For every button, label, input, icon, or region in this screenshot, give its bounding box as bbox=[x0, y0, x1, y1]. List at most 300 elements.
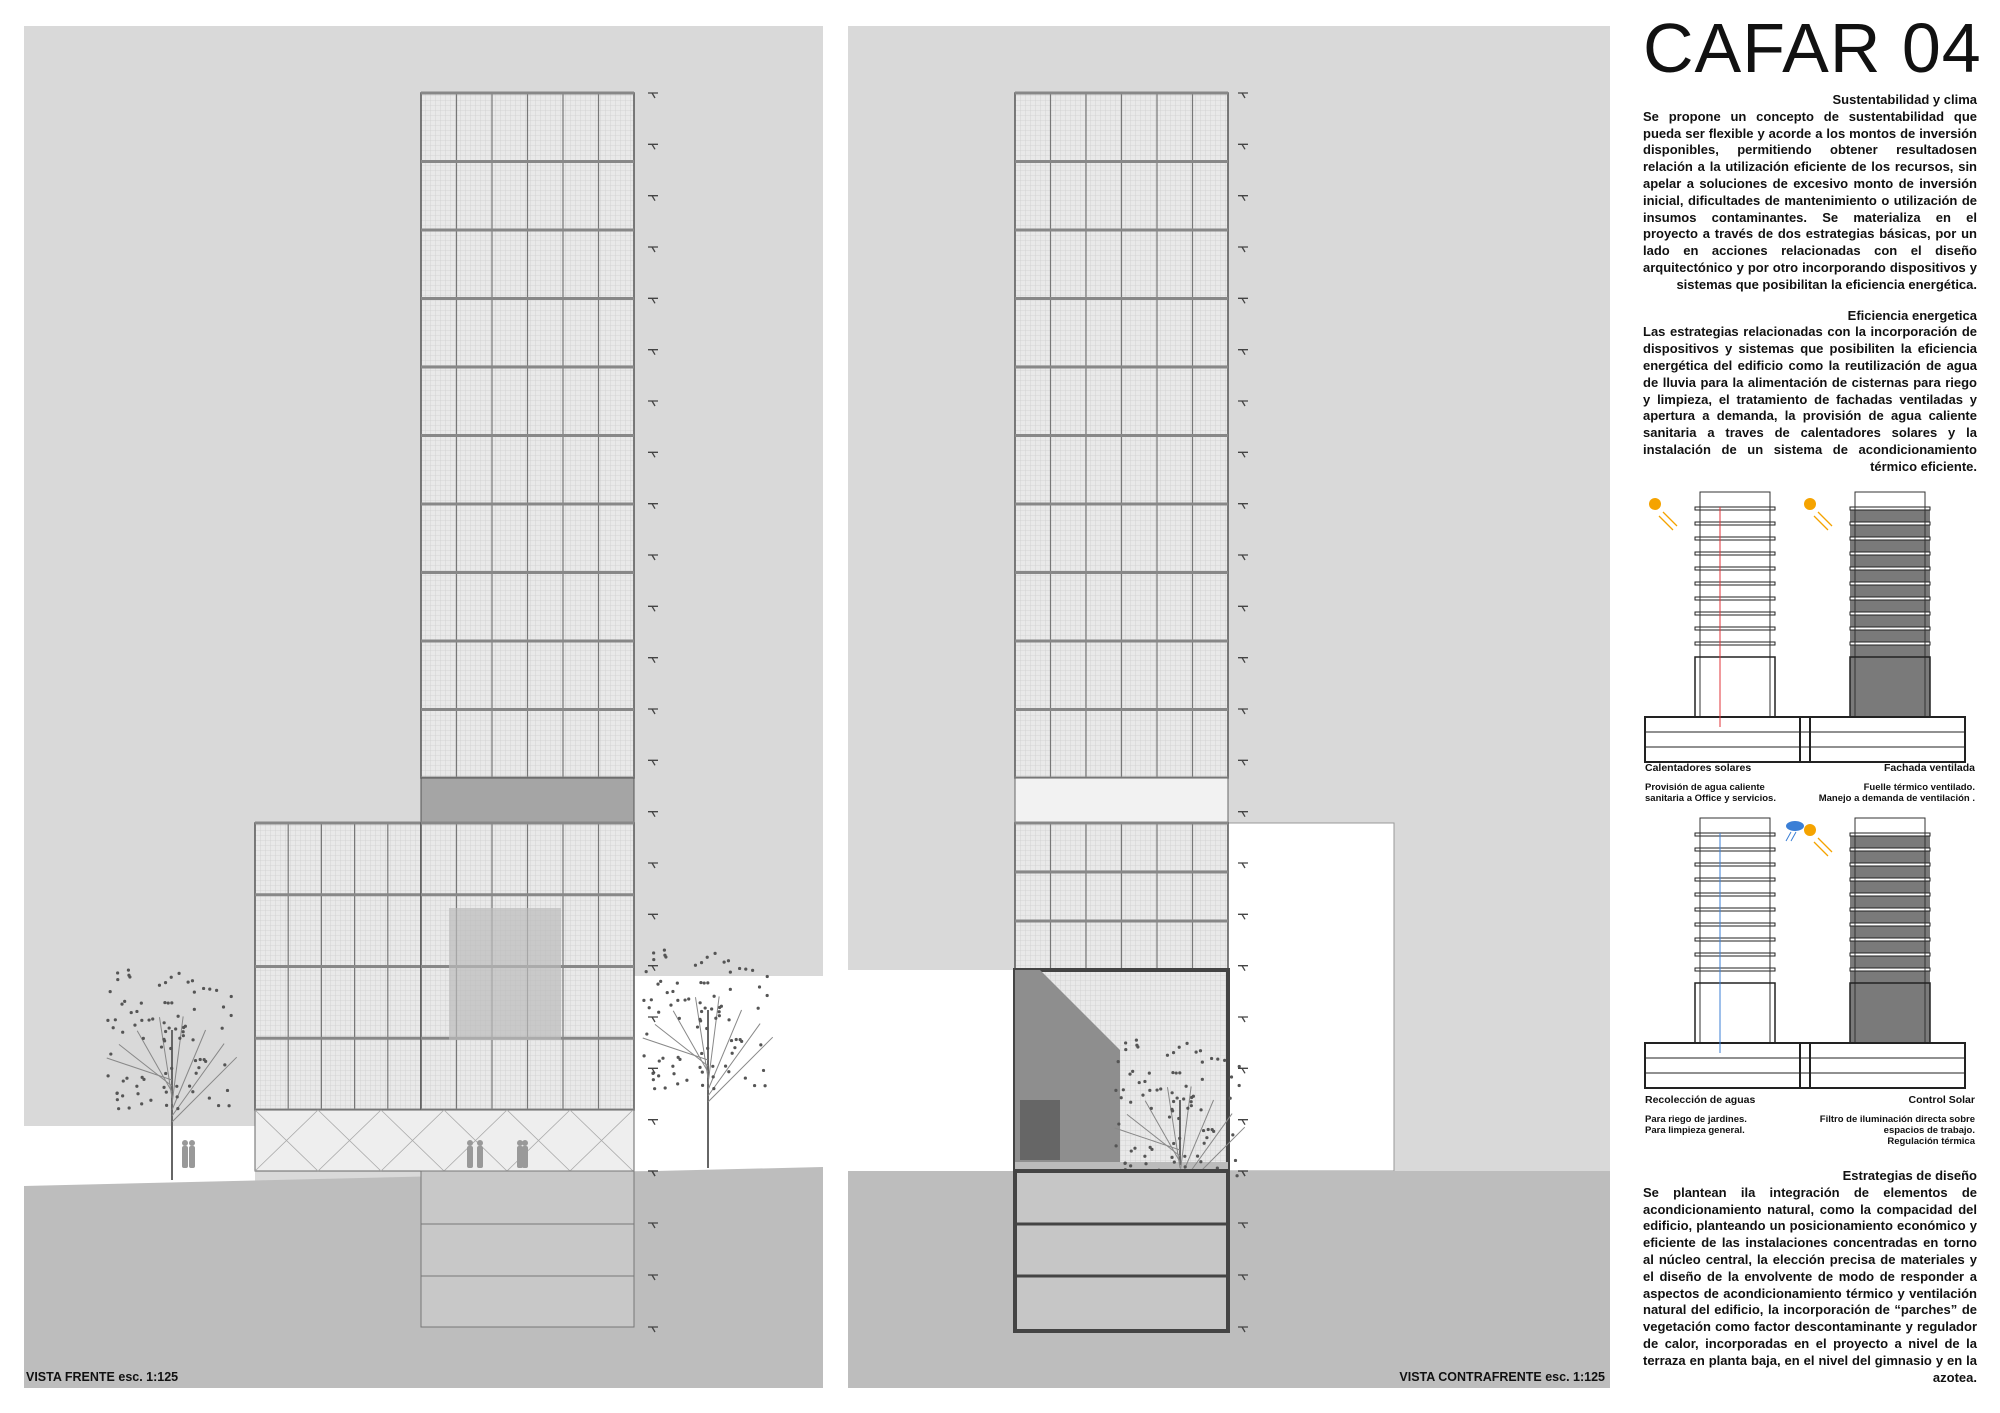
tree-leaf bbox=[671, 990, 674, 993]
basement bbox=[1645, 1043, 1810, 1088]
tree-leaf bbox=[230, 995, 233, 998]
basement bbox=[1800, 1043, 1965, 1088]
person-head bbox=[182, 1140, 188, 1146]
tree-leaf bbox=[1183, 1155, 1186, 1158]
floor-slab bbox=[255, 822, 421, 825]
floor-slab bbox=[421, 92, 634, 95]
tower-outline bbox=[1700, 818, 1770, 1043]
tree-leaf bbox=[125, 1077, 128, 1080]
tree-leaf bbox=[187, 980, 190, 983]
tree-leaf bbox=[167, 1001, 170, 1004]
tree-leaf bbox=[1185, 1085, 1188, 1088]
tree-leaf bbox=[116, 971, 119, 974]
tree-leaf bbox=[698, 1066, 701, 1069]
floor-slab bbox=[1015, 822, 1228, 825]
tree-leaf bbox=[678, 1017, 681, 1020]
tree-leaf bbox=[1124, 1041, 1127, 1044]
floor-slab bbox=[421, 571, 634, 574]
floor-line bbox=[1695, 893, 1775, 896]
floor-slab bbox=[421, 160, 634, 163]
tree-leaf bbox=[170, 1001, 173, 1004]
tree-leaf bbox=[664, 1086, 667, 1089]
tree-leaf bbox=[753, 1084, 756, 1087]
tree-leaf bbox=[1207, 1128, 1210, 1131]
tree-leaf bbox=[130, 1011, 133, 1014]
floor-line bbox=[1695, 552, 1775, 555]
tree-leaf bbox=[1130, 1149, 1133, 1152]
floor-line bbox=[1850, 582, 1930, 585]
tree-leaf bbox=[1216, 1058, 1219, 1061]
floor-line bbox=[1695, 863, 1775, 866]
project-title: CAFAR 04 bbox=[1643, 9, 1982, 87]
tree-leaf bbox=[653, 1087, 656, 1090]
tree-leaf bbox=[1148, 1089, 1151, 1092]
tree-leaf bbox=[1128, 1073, 1131, 1076]
tree-leaf bbox=[696, 1025, 699, 1028]
neighbor-building bbox=[848, 970, 1015, 1171]
tree-leaf bbox=[193, 991, 196, 994]
tree-leaf bbox=[718, 1010, 721, 1013]
caption-heading: Fachada ventilada bbox=[1883, 762, 1975, 774]
tree-leaf bbox=[1184, 1165, 1187, 1168]
floor-slab bbox=[421, 708, 634, 711]
tree-leaf bbox=[1205, 1136, 1208, 1139]
floor-slab bbox=[1015, 366, 1228, 369]
section-heading: Sustentabilidad y clima bbox=[1832, 92, 1977, 107]
tree-leaf bbox=[1150, 1107, 1153, 1110]
tree-leaf bbox=[694, 964, 697, 967]
person-figure bbox=[477, 1146, 483, 1168]
floor-line bbox=[1695, 567, 1775, 570]
floor-line bbox=[1850, 833, 1930, 836]
tree-leaf bbox=[1129, 1164, 1132, 1167]
tree-leaf bbox=[197, 1066, 200, 1069]
floor-line bbox=[1850, 938, 1930, 941]
tree-leaf bbox=[163, 1001, 166, 1004]
tree-leaf bbox=[744, 968, 747, 971]
tree-leaf bbox=[1172, 1100, 1175, 1103]
tree-leaf bbox=[1229, 1097, 1232, 1100]
tree-leaf bbox=[1117, 1122, 1120, 1125]
tree-leaf bbox=[706, 956, 709, 959]
tree-leaf bbox=[657, 1074, 660, 1077]
basement bbox=[1800, 717, 1965, 762]
tree-leaf bbox=[727, 1018, 730, 1021]
tree-leaf bbox=[217, 1104, 220, 1107]
tree-leaf bbox=[703, 981, 706, 984]
person-head bbox=[522, 1140, 528, 1146]
floor-line bbox=[1850, 893, 1930, 896]
tree-leaf bbox=[1171, 1091, 1174, 1094]
floor-slab bbox=[255, 1037, 421, 1040]
rear-view-label: VISTA CONTRAFRENTE esc. 1:125 bbox=[1399, 1370, 1605, 1384]
section-body: Se plantean ila integración de elementos de acondicionamiento natural, como la compacidad del edificio, planteando un posicionamiento económico y eficiente de las instalaciones concentradas en torno al núcleo central, la elección precisa de materiales y el diseño de la envolvente de modo de responder a aspectos de acondicionamiento térmico y ventilación natural del edificio, la incorporación de “parches” de vegetación como factor descontaminante y regulador de calor, incorporadas en el proyecto a nivel de la terraza en planta baja, en el nivel del gimnasio y en la azotea. bbox=[1643, 1184, 1977, 1385]
floor-line bbox=[1850, 552, 1930, 555]
rear-elevation bbox=[848, 26, 1610, 1388]
tree-leaf bbox=[1178, 1046, 1181, 1049]
tree-leaf bbox=[757, 1007, 760, 1010]
neighbor-building bbox=[24, 1126, 255, 1186]
tree-leaf bbox=[710, 1007, 713, 1010]
tree-leaf bbox=[140, 1002, 143, 1005]
floor-line bbox=[1695, 642, 1775, 645]
tree-leaf bbox=[117, 1107, 120, 1110]
gym-level bbox=[421, 778, 634, 823]
floor-slab bbox=[255, 893, 421, 896]
tree-leaf bbox=[151, 1017, 154, 1020]
tree-leaf bbox=[1133, 1147, 1136, 1150]
floor-line bbox=[1850, 612, 1930, 615]
tree-leaf bbox=[685, 1079, 688, 1082]
tree-leaf bbox=[122, 1079, 125, 1082]
floor-line bbox=[1850, 642, 1930, 645]
section-body: Se propone un concepto de sustentabilidad que pueda ser flexible y acorde a los montos de inversión disponibles, permitiendo obtener resultadosen relación a la utilización eficiente de los recursos, sin apelar a soluciones de excesivo monto de inversión inicial, dificultades de mantenimiento o utilización de insumos contaminantes. Se materializa en el proyecto a través de dos estrategias básicas, por un lado en acciones relacionadas con el diseño arquitectónico y por otro incorporando dispositivos y sistemas que posibilitan la eficiencia energética. bbox=[1643, 108, 1977, 292]
tree-leaf bbox=[147, 1018, 150, 1021]
floor-slab bbox=[1015, 297, 1228, 300]
tree-leaf bbox=[699, 1001, 702, 1004]
gym-level bbox=[1015, 778, 1228, 823]
tree-leaf bbox=[731, 1052, 734, 1055]
tree-leaf bbox=[700, 961, 703, 964]
tree-leaf bbox=[1148, 1072, 1151, 1075]
tree-leaf bbox=[698, 1018, 701, 1021]
tree-leaf bbox=[730, 1039, 733, 1042]
sun-icon bbox=[1649, 498, 1661, 510]
caption-heading: Recolección de aguas bbox=[1645, 1094, 1756, 1106]
neighbor-building bbox=[634, 976, 823, 1171]
caption-heading: Control Solar bbox=[1908, 1094, 1975, 1106]
floor-slab bbox=[421, 229, 634, 232]
tree-leaf bbox=[650, 998, 653, 1001]
section-heading: Eficiencia energetica bbox=[1847, 307, 1977, 323]
tree-leaf bbox=[758, 985, 761, 988]
floor-line bbox=[1695, 848, 1775, 851]
tower-outline bbox=[1700, 492, 1770, 717]
tree-leaf bbox=[706, 981, 709, 984]
tree-leaf bbox=[121, 1094, 124, 1097]
tree-leaf bbox=[182, 1034, 185, 1037]
tree-leaf bbox=[713, 952, 716, 955]
tree-leaf bbox=[170, 1067, 173, 1070]
shaded-panel bbox=[449, 908, 561, 1040]
tree-leaf bbox=[123, 1000, 126, 1003]
tree-leaf bbox=[1211, 1128, 1214, 1131]
tree-leaf bbox=[121, 1031, 124, 1034]
tree-leaf bbox=[162, 1038, 165, 1041]
floor-line bbox=[1850, 522, 1930, 525]
tree-leaf bbox=[645, 1032, 648, 1035]
tree-leaf bbox=[136, 1092, 139, 1095]
tree-leaf bbox=[766, 975, 769, 978]
floor-line bbox=[1695, 612, 1775, 615]
tree-leaf bbox=[724, 1065, 727, 1068]
floor-slab bbox=[1015, 434, 1228, 437]
floor-slab bbox=[1015, 571, 1228, 574]
tree-leaf bbox=[1170, 1156, 1173, 1159]
tree-leaf bbox=[1131, 1070, 1134, 1073]
tree-leaf bbox=[700, 1010, 703, 1013]
tree-leaf bbox=[149, 1099, 152, 1102]
caption-line: Manejo a demanda de ventilación . bbox=[1818, 793, 1975, 804]
tree-leaf bbox=[663, 949, 666, 952]
tree-leaf bbox=[656, 983, 659, 986]
basement bbox=[421, 1171, 634, 1327]
tree-leaf bbox=[135, 1010, 138, 1013]
vent-louver bbox=[1020, 1100, 1060, 1160]
tree-leaf bbox=[1195, 1050, 1198, 1053]
tree-leaf bbox=[191, 1038, 194, 1041]
floor-slab bbox=[421, 297, 634, 300]
tree-leaf bbox=[733, 1046, 736, 1049]
tree-leaf bbox=[1143, 1080, 1146, 1083]
tree-leaf bbox=[127, 969, 130, 972]
tree-leaf bbox=[714, 1017, 717, 1020]
front-view-label: VISTA FRENTE esc. 1:125 bbox=[26, 1370, 179, 1384]
tree-leaf bbox=[652, 951, 655, 954]
tree-leaf bbox=[1202, 1129, 1205, 1132]
floor-line bbox=[1850, 537, 1930, 540]
tree-leaf bbox=[1238, 1084, 1241, 1087]
section-eficiencia bbox=[1643, 308, 1977, 476]
tree-leaf bbox=[700, 1052, 703, 1055]
tree-leaf bbox=[1199, 1049, 1202, 1052]
tree-leaf bbox=[744, 1076, 747, 1079]
tree-leaf bbox=[168, 1026, 171, 1029]
rain-cloud-icon bbox=[1786, 821, 1804, 831]
floor-slab bbox=[1015, 640, 1228, 643]
floor-line bbox=[1850, 848, 1930, 851]
tree-leaf bbox=[140, 1019, 143, 1022]
tree-leaf bbox=[203, 1058, 206, 1061]
floor-slab bbox=[421, 434, 634, 437]
floor-slab bbox=[1015, 229, 1228, 232]
tree-leaf bbox=[720, 1005, 723, 1008]
tree-leaf bbox=[642, 999, 645, 1002]
tree-leaf bbox=[672, 1072, 675, 1075]
person-figure bbox=[189, 1146, 195, 1168]
tree-leaf bbox=[666, 991, 669, 994]
tree-leaf bbox=[1159, 1087, 1162, 1090]
tree-leaf bbox=[158, 984, 161, 987]
floor-line bbox=[1695, 597, 1775, 600]
tree-leaf bbox=[701, 1071, 704, 1074]
tree-leaf bbox=[128, 1106, 131, 1109]
tree-leaf bbox=[1135, 1039, 1138, 1042]
tree-leaf bbox=[1210, 1057, 1213, 1060]
floor-line bbox=[1695, 968, 1775, 971]
floor-slab bbox=[421, 366, 634, 369]
tree-leaf bbox=[164, 1072, 167, 1075]
floor-line bbox=[1695, 908, 1775, 911]
tree-leaf bbox=[1172, 1051, 1175, 1054]
floor-line bbox=[1695, 923, 1775, 926]
tree-leaf bbox=[712, 1087, 715, 1090]
floor-line bbox=[1850, 627, 1930, 630]
tree-leaf bbox=[763, 1084, 766, 1087]
caption-line: Filtro de iluminación directa sobre bbox=[1819, 1114, 1975, 1125]
person-figure bbox=[182, 1146, 188, 1168]
tree-leaf bbox=[729, 971, 732, 974]
tree-leaf bbox=[176, 1095, 179, 1098]
floor-slab bbox=[421, 640, 634, 643]
ground-floor bbox=[255, 1110, 634, 1171]
caption-line: Regulación térmica bbox=[1887, 1136, 1975, 1147]
floor-slab bbox=[1015, 503, 1228, 506]
section-sustentabilidad bbox=[1643, 92, 1977, 294]
tree-leaf bbox=[230, 1014, 233, 1017]
tree-leaf bbox=[163, 1021, 166, 1024]
caption-line: sanitaria a Office y servicios. bbox=[1645, 793, 1776, 804]
tree-leaf bbox=[718, 1014, 721, 1017]
tree-leaf bbox=[177, 1015, 180, 1018]
floor-line bbox=[1695, 522, 1775, 525]
tree-leaf bbox=[652, 1078, 655, 1081]
floor-slab bbox=[421, 893, 634, 896]
neighbor-building bbox=[1228, 823, 1394, 1171]
diagram-caption-calentadores bbox=[1645, 763, 1795, 804]
tree-leaf bbox=[169, 1047, 172, 1050]
tree-leaf bbox=[658, 1059, 661, 1062]
tree-leaf bbox=[191, 1090, 194, 1093]
tree-leaf bbox=[1231, 1133, 1234, 1136]
sun-icon bbox=[1804, 824, 1816, 836]
tree-leaf bbox=[1129, 1101, 1132, 1104]
floor-line bbox=[1695, 537, 1775, 540]
caption-line: Provisión de agua caliente bbox=[1645, 782, 1765, 793]
floor-line bbox=[1850, 863, 1930, 866]
tree-leaf bbox=[1190, 1100, 1193, 1103]
tree-leaf bbox=[1143, 1155, 1146, 1158]
tree-leaf bbox=[1124, 1048, 1127, 1051]
caption-heading: Calentadores solares bbox=[1645, 762, 1752, 774]
tree-leaf bbox=[766, 994, 769, 997]
tree-leaf bbox=[1144, 1162, 1147, 1165]
tree-leaf bbox=[1201, 1061, 1204, 1064]
tree-leaf bbox=[687, 997, 690, 1000]
tree-leaf bbox=[165, 1104, 168, 1107]
tree-leaf bbox=[669, 1003, 672, 1006]
tree-leaf bbox=[174, 1027, 177, 1030]
tree-leaf bbox=[202, 987, 205, 990]
tree-leaf bbox=[116, 978, 119, 981]
caption-line: Para riego de jardines. bbox=[1645, 1114, 1747, 1125]
person-figure bbox=[522, 1146, 528, 1168]
tree-leaf bbox=[648, 1006, 651, 1009]
tree-leaf bbox=[1170, 1108, 1173, 1111]
tree-leaf bbox=[165, 1091, 168, 1094]
tree-leaf bbox=[1185, 1042, 1188, 1045]
tree-leaf bbox=[141, 1076, 144, 1079]
tree-leaf bbox=[663, 954, 666, 957]
tree-leaf bbox=[222, 1005, 225, 1008]
tree-leaf bbox=[133, 1023, 136, 1026]
tree-leaf bbox=[676, 982, 679, 985]
tree-leaf bbox=[193, 1008, 196, 1011]
tree-leaf bbox=[1149, 1146, 1152, 1149]
tree-leaf bbox=[120, 1003, 123, 1006]
tree-leaf bbox=[188, 1085, 191, 1088]
tree-leaf bbox=[1175, 1071, 1178, 1074]
tree-leaf bbox=[177, 972, 180, 975]
tree-leaf bbox=[713, 995, 716, 998]
tree-leaf bbox=[195, 1072, 198, 1075]
tree-leaf bbox=[1114, 1089, 1117, 1092]
tree-leaf bbox=[135, 1085, 138, 1088]
tree-leaf bbox=[735, 1038, 738, 1041]
sun-ray bbox=[1814, 838, 1832, 856]
caption-line: Fuelle térmico ventilado. bbox=[1863, 782, 1975, 793]
floor-slab bbox=[1015, 160, 1228, 163]
floor-slab bbox=[1015, 920, 1228, 923]
sun-icon bbox=[1804, 498, 1816, 510]
tree-leaf bbox=[729, 988, 732, 991]
tree-leaf bbox=[677, 1056, 680, 1059]
tree-leaf bbox=[227, 1104, 230, 1107]
tree-leaf bbox=[727, 1070, 730, 1073]
caption-line: espacios de trabajo. bbox=[1883, 1125, 1975, 1136]
tree-leaf bbox=[162, 1086, 165, 1089]
tree-leaf bbox=[704, 1006, 707, 1009]
floor-line bbox=[1695, 938, 1775, 941]
tree-leaf bbox=[1192, 1095, 1195, 1098]
floor-line bbox=[1850, 878, 1930, 881]
floor-slab bbox=[255, 965, 421, 968]
floor-slab bbox=[1015, 871, 1228, 874]
person-head bbox=[467, 1140, 473, 1146]
floor-line bbox=[1695, 627, 1775, 630]
tree-leaf bbox=[676, 999, 679, 1002]
podium bbox=[1695, 657, 1775, 717]
tree-leaf bbox=[1199, 1108, 1202, 1111]
front-elevation bbox=[24, 26, 823, 1388]
tree-leaf bbox=[1166, 1054, 1169, 1057]
tree-leaf bbox=[739, 1038, 742, 1041]
tree-leaf bbox=[199, 1058, 202, 1061]
tree-leaf bbox=[723, 960, 726, 963]
tree-leaf bbox=[208, 1096, 211, 1099]
diagram-caption-control-solar bbox=[1802, 1095, 1975, 1147]
tree-leaf bbox=[738, 967, 741, 970]
tree-leaf bbox=[711, 1065, 714, 1068]
tree-leaf bbox=[109, 990, 112, 993]
tree-leaf bbox=[164, 1030, 167, 1033]
tree-leaf bbox=[751, 969, 754, 972]
floor-line bbox=[1850, 968, 1930, 971]
floor-line bbox=[1850, 567, 1930, 570]
tree-leaf bbox=[116, 1098, 119, 1101]
tree-leaf bbox=[1135, 1044, 1138, 1047]
floor-slab bbox=[1015, 92, 1228, 95]
tree-leaf bbox=[112, 1026, 115, 1029]
tree-leaf bbox=[1138, 1081, 1141, 1084]
rain-drop bbox=[1786, 832, 1796, 841]
floor-line bbox=[1850, 507, 1930, 510]
floor-line bbox=[1695, 582, 1775, 585]
tree-leaf bbox=[1230, 1075, 1233, 1078]
tree-leaf bbox=[1235, 1174, 1238, 1177]
tree-leaf bbox=[712, 1075, 715, 1078]
sun-ray bbox=[1659, 512, 1677, 530]
tree-leaf bbox=[106, 1019, 109, 1022]
tree-leaf bbox=[1201, 1078, 1204, 1081]
tree-leaf bbox=[114, 1018, 117, 1021]
section-heading: Estrategias de diseño bbox=[1842, 1168, 1977, 1183]
floor-line bbox=[1850, 597, 1930, 600]
tree-leaf bbox=[115, 1092, 118, 1095]
tree-leaf bbox=[164, 981, 167, 984]
basement bbox=[1645, 717, 1810, 762]
tree-leaf bbox=[1122, 1088, 1125, 1091]
